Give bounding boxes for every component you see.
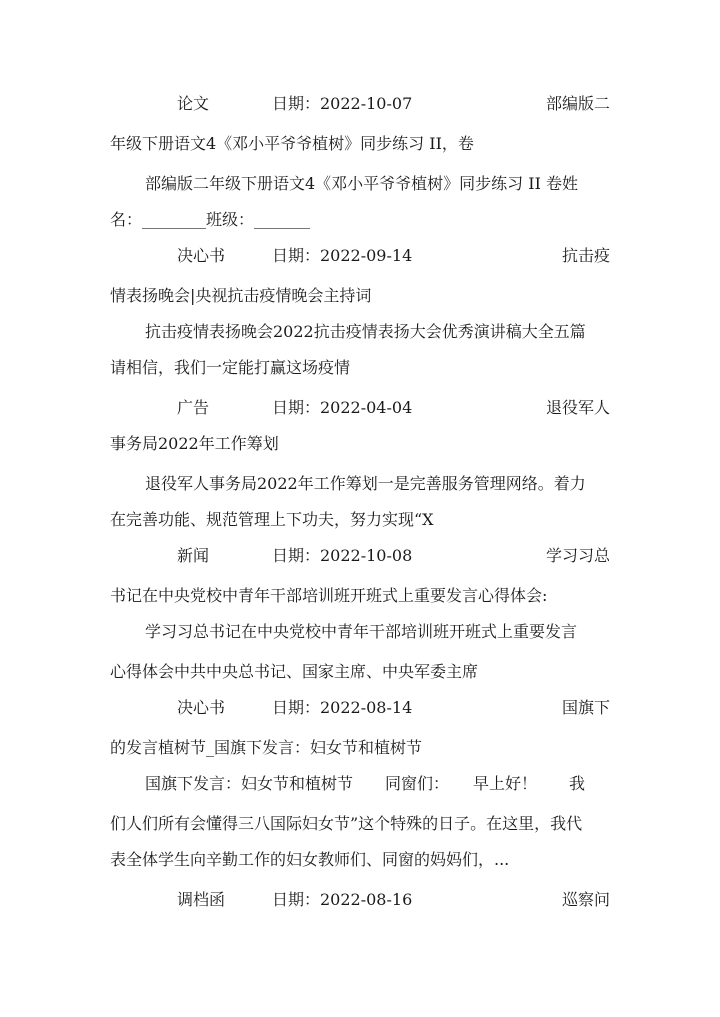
entry-title-start: 抗击疫 bbox=[561, 246, 610, 265]
entry-title-start: 退役军人 bbox=[545, 398, 610, 417]
entry-summary: 退役军人事务局2022年工作筹划一是完善服务管理网络。着力 bbox=[145, 474, 586, 493]
entry-category: 决心书 bbox=[177, 246, 226, 265]
entry-category: 决心书 bbox=[177, 698, 226, 717]
entry-summary: 名：________班级：_______ bbox=[110, 210, 311, 229]
entry-title-rest: 事务局2022年工作筹划 bbox=[110, 434, 279, 453]
entry-title-rest: 年级下册语文4《邓小平爷爷植树》同步练习 II，卷 bbox=[110, 134, 474, 153]
entry-title-rest: 书记在中央党校中青年干部培训班开班式上重要发言心得体会: bbox=[110, 586, 548, 605]
entry-title-start: 巡察问 bbox=[561, 890, 610, 909]
entry-title-start: 部编版二 bbox=[545, 94, 610, 113]
entry-summary: 心得体会中共中央总书记、国家主席、中央军委主席 bbox=[110, 662, 479, 681]
entry-date: 日期：2022-08-16 bbox=[272, 890, 413, 909]
entry-summary: 表全体学生向辛勤工作的妇女教师们、同窗的妈妈们，... bbox=[110, 850, 510, 869]
entry-title-rest: 情表扬晚会|央视抗击疫情晚会主持词 bbox=[110, 286, 372, 305]
entry-summary: 请相信，我们一定能打赢这场疫情 bbox=[110, 358, 351, 377]
entry-date: 日期：2022-08-14 bbox=[272, 698, 413, 717]
entry-category: 论文 bbox=[177, 94, 210, 113]
entry-category: 新闻 bbox=[177, 546, 210, 565]
entry-summary: 学习习总书记在中央党校中青年干部培训班开班式上重要发言 bbox=[145, 622, 578, 641]
entry-title-rest: 的发言植树节_国旗下发言：妇女节和植树节 bbox=[110, 738, 423, 757]
entry-summary: 在完善功能、规范管理上下功夫，努力实现“X bbox=[110, 510, 434, 529]
entry-date: 日期：2022-09-14 bbox=[272, 246, 413, 265]
entry-summary: 抗击疫情表扬晚会2022抗击疫情表扬大会优秀演讲稿大全五篇 bbox=[145, 322, 586, 341]
entry-category: 调档函 bbox=[177, 890, 226, 909]
entry-summary: 部编版二年级下册语文4《邓小平爷爷植树》同步练习 II 卷姓 bbox=[145, 174, 578, 193]
entry-summary: 们人们所有会懂得三八国际妇女节”这个特殊的日子。在这里，我代 bbox=[110, 814, 583, 833]
entry-date: 日期：2022-10-07 bbox=[272, 94, 413, 113]
entry-date: 日期：2022-10-08 bbox=[272, 546, 413, 565]
entry-date: 日期：2022-04-04 bbox=[272, 398, 413, 417]
entry-title-start: 国旗下 bbox=[561, 698, 610, 717]
entry-title-start: 学习习总 bbox=[545, 546, 610, 565]
entry-summary: 国旗下发言：妇女节和植树节 同窗们： 早上好！ 我 bbox=[145, 774, 586, 793]
entry-category: 广告 bbox=[177, 398, 210, 417]
